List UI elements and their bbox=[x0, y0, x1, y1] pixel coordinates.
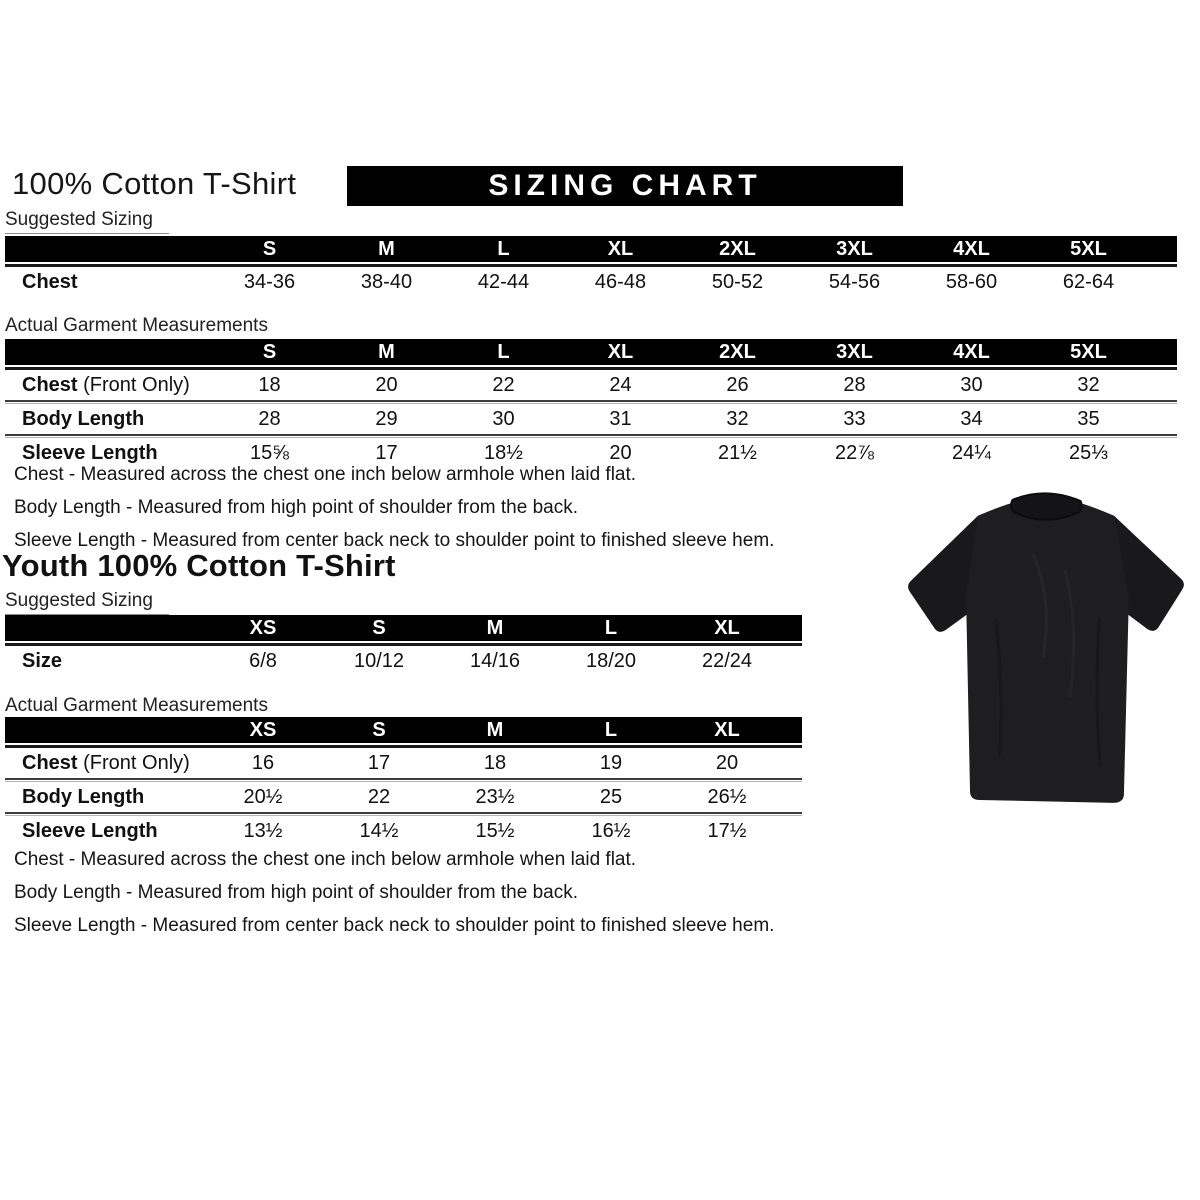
note-body-length: Body Length - Measured from high point of shoulder from the back. bbox=[14, 497, 578, 518]
cell: 13½ bbox=[243, 819, 283, 842]
measurement-notes-youth bbox=[14, 843, 774, 942]
cell: 35 bbox=[1077, 407, 1100, 430]
note-chest: Chest - Measured across the chest one inch below armhole when laid flat. bbox=[14, 849, 637, 870]
cell: 20½ bbox=[243, 785, 283, 808]
cell: 22 bbox=[492, 373, 515, 396]
cell: 42-44 bbox=[477, 270, 530, 293]
column-header: S bbox=[262, 237, 277, 260]
table-row-size bbox=[5, 646, 802, 676]
cell: 25 bbox=[599, 785, 623, 808]
note-chest: Chest - Measured across the chest one inch below armhole when laid flat. bbox=[14, 464, 637, 485]
page-title-adult: 100% Cotton T-Shirt bbox=[12, 166, 297, 201]
page-title-youth: Youth 100% Cotton T-Shirt bbox=[2, 548, 396, 583]
column-header: M bbox=[486, 718, 504, 741]
cell: 16 bbox=[251, 751, 275, 774]
column-header: L bbox=[497, 340, 510, 363]
cell: 6/8 bbox=[249, 649, 277, 672]
row-label: Chest (Front Only) bbox=[22, 373, 190, 396]
cell: 17 bbox=[367, 751, 391, 774]
adult-suggested-table bbox=[5, 236, 1177, 297]
cell: 22/24 bbox=[701, 649, 753, 672]
column-header: XS bbox=[249, 616, 277, 639]
column-header: M bbox=[378, 237, 395, 260]
cell: 46-48 bbox=[594, 270, 647, 293]
cell: 32 bbox=[1077, 373, 1100, 396]
row-label: Chest bbox=[22, 270, 78, 293]
cell: 26 bbox=[726, 373, 749, 396]
column-header: XL bbox=[714, 616, 740, 639]
note-sleeve-length: Sleeve Length - Measured from center back neck to shoulder point to finished sleeve hem. bbox=[14, 915, 775, 936]
table-header-row bbox=[5, 236, 1177, 262]
cell: 10/12 bbox=[353, 649, 405, 672]
column-header: 3XL bbox=[836, 340, 873, 363]
youth-actual-table bbox=[5, 717, 802, 846]
row-label: Body Length bbox=[22, 407, 145, 430]
cell: 20 bbox=[715, 751, 739, 774]
cell: 29 bbox=[375, 407, 398, 430]
cell: 33 bbox=[843, 407, 866, 430]
cell: 62-64 bbox=[1062, 270, 1115, 293]
cell: 22 bbox=[367, 785, 391, 808]
cell: 18/20 bbox=[585, 649, 637, 672]
column-header: M bbox=[486, 616, 504, 639]
cell: 23½ bbox=[475, 785, 515, 808]
table-header-row bbox=[5, 339, 1177, 365]
note-sleeve-length: Sleeve Length - Measured from center back neck to shoulder point to finished sleeve hem. bbox=[14, 530, 775, 551]
youth-suggested-table bbox=[5, 615, 802, 676]
column-header: L bbox=[604, 718, 618, 741]
column-header: M bbox=[378, 340, 395, 363]
table-row-body-length bbox=[5, 404, 1177, 434]
column-header: S bbox=[262, 340, 277, 363]
cell: 22⅞ bbox=[835, 441, 874, 464]
column-header: L bbox=[497, 237, 510, 260]
cell: 32 bbox=[726, 407, 749, 430]
cell: 54-56 bbox=[828, 270, 881, 293]
table-row-sleeve-length bbox=[5, 816, 802, 846]
column-header: 2XL bbox=[719, 237, 756, 260]
row-label: Size bbox=[22, 649, 63, 672]
cell: 20 bbox=[375, 373, 398, 396]
cell: 16½ bbox=[591, 819, 631, 842]
note-body-length: Body Length - Measured from high point of shoulder from the back. bbox=[14, 882, 578, 903]
cell: 14½ bbox=[359, 819, 399, 842]
tshirt-graphic bbox=[897, 470, 1193, 826]
cell: 28 bbox=[843, 373, 866, 396]
row-label: Sleeve Length bbox=[22, 441, 158, 464]
column-header: L bbox=[604, 616, 618, 639]
column-header: XL bbox=[714, 718, 740, 741]
column-header: 3XL bbox=[836, 237, 873, 260]
adult-actual-table bbox=[5, 339, 1177, 468]
cell: 50-52 bbox=[711, 270, 764, 293]
cell: 14/16 bbox=[469, 649, 521, 672]
column-header: S bbox=[372, 718, 386, 741]
cell: 28 bbox=[258, 407, 281, 430]
column-header: XL bbox=[607, 237, 634, 260]
column-header: 4XL bbox=[953, 237, 990, 260]
cell: 30 bbox=[960, 373, 983, 396]
table-row-chest bbox=[5, 267, 1177, 297]
table-row-chest bbox=[5, 748, 802, 778]
table-row-chest bbox=[5, 370, 1177, 400]
column-header: 2XL bbox=[719, 340, 756, 363]
cell: 25⅓ bbox=[1069, 441, 1108, 464]
column-header: 5XL bbox=[1070, 340, 1107, 363]
cell: 19 bbox=[599, 751, 623, 774]
cell: 18 bbox=[258, 373, 281, 396]
column-header: XS bbox=[249, 718, 277, 741]
cell: 20 bbox=[609, 441, 632, 464]
cell: 18½ bbox=[484, 441, 523, 464]
table-header-row bbox=[5, 717, 802, 743]
table-row-body-length bbox=[5, 782, 802, 812]
cell: 26½ bbox=[707, 785, 747, 808]
cell: 15½ bbox=[475, 819, 515, 842]
tshirt-image bbox=[897, 470, 1193, 826]
column-header: XL bbox=[607, 340, 634, 363]
cell: 38-40 bbox=[360, 270, 413, 293]
suggested-sizing-label-adult: Suggested Sizing bbox=[5, 209, 169, 234]
cell: 15⅝ bbox=[250, 441, 289, 464]
cell: 31 bbox=[609, 407, 632, 430]
cell: 58-60 bbox=[945, 270, 998, 293]
column-header: 4XL bbox=[953, 340, 990, 363]
sizing-chart-banner: SIZING CHART bbox=[347, 166, 903, 206]
cell: 30 bbox=[492, 407, 515, 430]
row-label: Sleeve Length bbox=[22, 819, 158, 842]
column-header: 5XL bbox=[1070, 237, 1107, 260]
measurement-notes-adult bbox=[14, 458, 774, 557]
actual-measurements-label-adult: Actual Garment Measurements bbox=[5, 315, 268, 336]
cell: 24¼ bbox=[952, 441, 991, 464]
cell: 21½ bbox=[718, 441, 757, 464]
row-label: Body Length bbox=[22, 785, 145, 808]
actual-measurements-label-youth: Actual Garment Measurements bbox=[5, 695, 268, 716]
cell: 18 bbox=[483, 751, 507, 774]
column-header: S bbox=[372, 616, 386, 639]
table-header-row bbox=[5, 615, 802, 641]
cell: 17½ bbox=[707, 819, 747, 842]
cell: 17 bbox=[375, 441, 398, 464]
suggested-sizing-label-youth: Suggested Sizing bbox=[5, 590, 169, 615]
cell: 34 bbox=[960, 407, 983, 430]
cell: 34-36 bbox=[243, 270, 296, 293]
cell: 24 bbox=[609, 373, 632, 396]
row-label: Chest (Front Only) bbox=[22, 751, 190, 774]
